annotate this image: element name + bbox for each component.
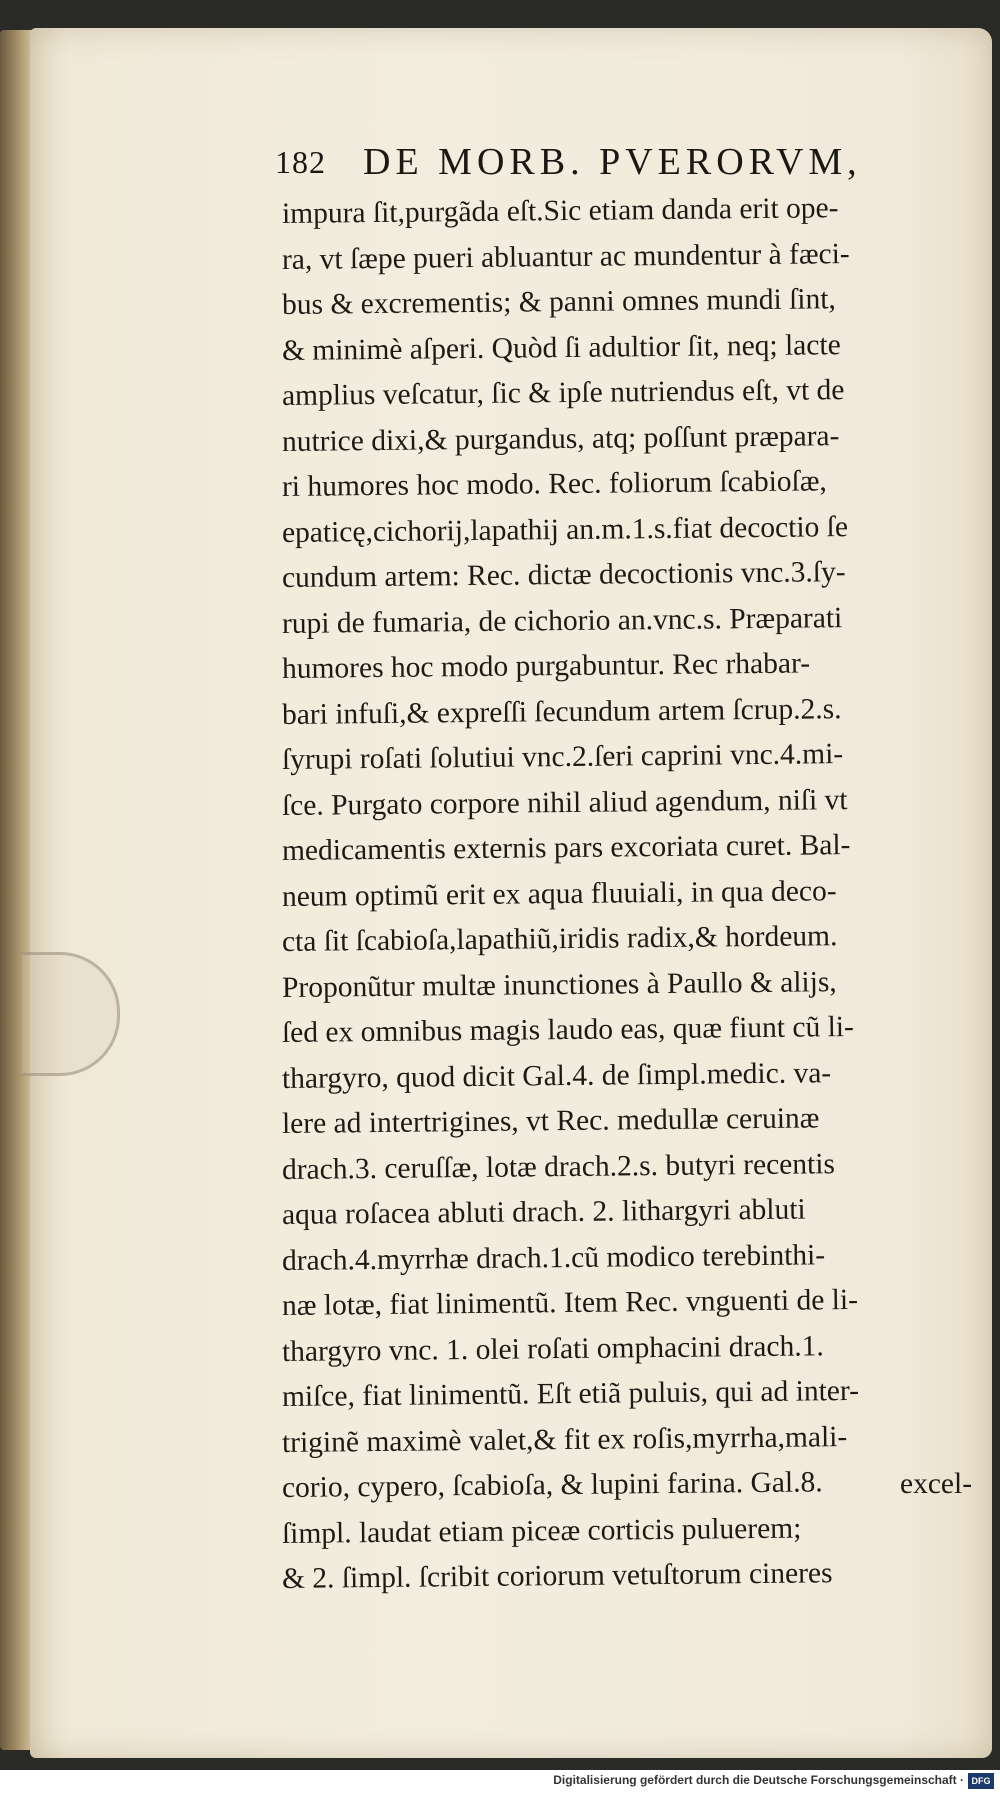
- text-line: drach.3. ceruſſæ, lotæ drach.2.s. butyri recentis: [281, 1147, 836, 1186]
- text-line: impura ſit,purgãda eſt.Sic etiam danda erit ope-: [281, 192, 839, 230]
- running-head: DE MORB. PVERORVM,: [363, 141, 862, 183]
- text-line: miſce, fiat linimentũ. Eſt etiã puluis, qui ad inter-: [281, 1374, 860, 1413]
- page-clip-shadow: [22, 952, 120, 1076]
- text-line: & minimè aſperi. Quòd ſi adultior ſit, neq; lacte: [281, 328, 841, 367]
- text-line: nutrice dixi,& purgandus, atq; poſſunt præpara-: [281, 419, 840, 458]
- body-text: [282, 192, 982, 1603]
- funding-credit: Digitalisierung gefördert durch die Deutsche Forschungsgemeinschaft ·: [553, 1773, 964, 1787]
- text-line: Proponũtur multæ inunctiones à Paullo & alijs,: [281, 965, 837, 1004]
- dfg-logo: DFG: [968, 1773, 994, 1789]
- catchword: excel-: [900, 1468, 973, 1500]
- text-line: neum optimũ erit ex aqua fluuiali, in qua deco-: [281, 874, 837, 913]
- page-header: [275, 140, 915, 190]
- text-line: humores hoc modo purgabuntur. Rec rhabar-: [281, 647, 811, 685]
- text-line: triginẽ maximè valet,& fit ex roſis,myrrha,mali-: [281, 1420, 848, 1459]
- digitization-footer: [0, 1770, 1000, 1794]
- text-line: cta ſit ſcabioſa,lapathiũ,iridis radix,& hordeum.: [281, 920, 838, 958]
- text-line: epaticę,cichorij,lapathij an.m.1.s.fiat decoctio ſe: [281, 510, 849, 549]
- text-line: thargyro vnc. 1. olei roſati omphacini drach.1.: [281, 1329, 824, 1368]
- text-line: cundum artem: Rec. dictæ decoctionis vnc.3.ſy-: [281, 556, 846, 594]
- text-line: ſce. Purgato corpore nihil aliud agendum, niſi vt: [281, 783, 848, 822]
- text-line: corio, cypero, ſcabioſa, & lupini farina. Gal.8.: [281, 1466, 823, 1504]
- page-number: 182: [275, 144, 326, 180]
- text-line: amplius veſcatur, ſic & ipſe nutriendus eſt, vt de: [281, 374, 845, 412]
- text-line: ra, vt ſæpe pueri abluantur ac mundentur à fæci-: [281, 237, 850, 276]
- text-line: aqua roſacea abluti drach. 2. lithargyri abluti: [281, 1193, 806, 1231]
- text-line: lere ad intertrigines, vt Rec. medullæ ceruinæ: [281, 1102, 820, 1140]
- text-line: ſimpl. laudat etiam piceæ corticis puluerem;: [281, 1512, 802, 1550]
- text-line: ri humores hoc modo. Rec. foliorum ſcabioſæ,: [281, 465, 827, 503]
- text-line: medicamentis externis pars excoriata curet. Bal-: [281, 829, 851, 867]
- text-line: ſed ex omnibus magis laudo eas, quæ fiunt cũ li-: [281, 1011, 855, 1049]
- text-line: rupi de fumaria, de cichorio an.vnc.s. Præparati: [281, 601, 843, 640]
- text-line: bus & excrementis; & panni omnes mundi ſint,: [281, 283, 837, 321]
- text-line: drach.4.myrrhæ drach.1.cũ modico terebinthi-: [281, 1238, 826, 1277]
- text-line: ſyrupi roſati ſolutiui vnc.2.ſeri caprini vnc.4.mi-: [281, 738, 844, 776]
- text-line: bari infuſi,& expreſſi ſecundum artem ſcrup.2.s.: [281, 692, 842, 731]
- text-line: thargyro, quod dicit Gal.4. de ſimpl.medic. va-: [281, 1056, 832, 1095]
- text-line: næ lotæ, fiat linimentũ. Item Rec. vnguenti de li-: [281, 1283, 859, 1322]
- text-line: & 2. ſimpl. ſcribit coriorum vetuſtorum cineres: [281, 1557, 833, 1595]
